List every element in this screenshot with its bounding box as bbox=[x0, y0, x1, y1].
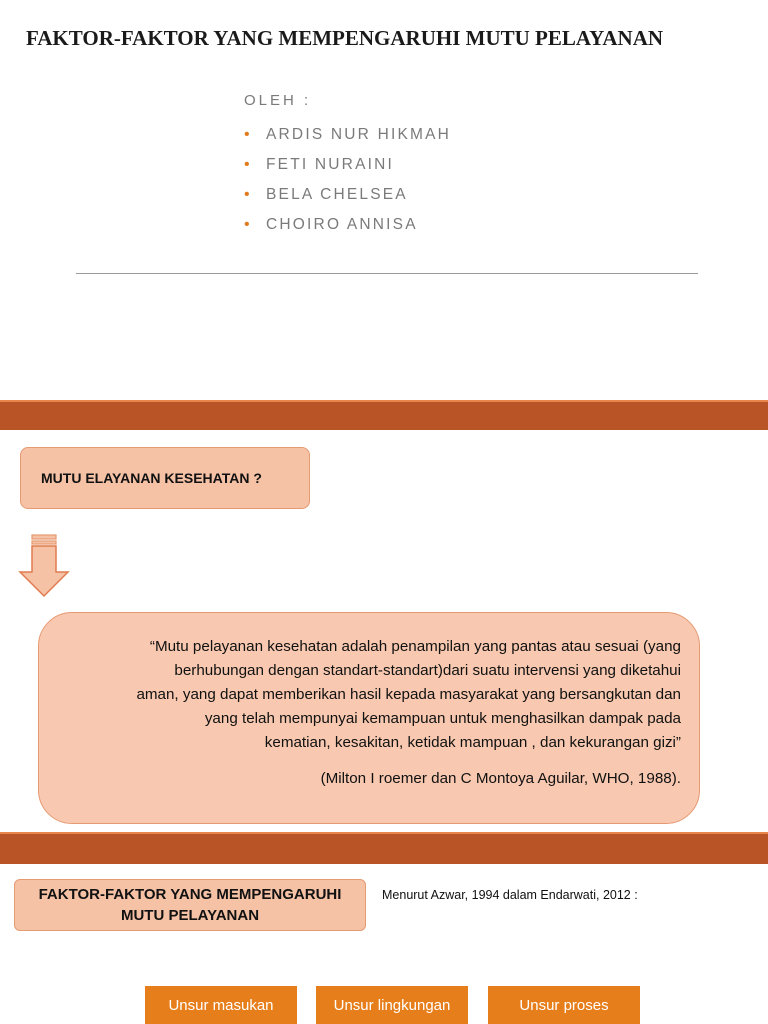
quote-line: kematian, kesakitan, ketidak mampuan , dan kekurangan gizi” bbox=[264, 734, 681, 751]
quote-box bbox=[38, 612, 700, 824]
list-item bbox=[244, 180, 451, 210]
quote-line: aman, yang dapat memberikan hasil kepada masyarakat yang bersangkutan dan bbox=[136, 686, 681, 703]
question-box: MUTU ELAYANAN KESEHATAN ? bbox=[20, 447, 310, 509]
oleh-label: OLEH : bbox=[244, 92, 312, 109]
bullet-icon: • bbox=[244, 186, 250, 203]
bullet-icon: • bbox=[244, 216, 250, 233]
down-arrow-icon bbox=[18, 534, 70, 598]
list-item bbox=[244, 150, 451, 180]
author-list bbox=[244, 120, 451, 240]
bullet-icon: • bbox=[244, 126, 250, 143]
unsur-masukan-button[interactable]: Unsur masukan bbox=[145, 986, 297, 1024]
quote-line: berhubungan dengan standart-standart)dari suatu intervensi yang diketahui bbox=[174, 662, 681, 679]
author-name: ARDIS NUR HIKMAH bbox=[266, 126, 452, 143]
factors-title-line: FAKTOR-FAKTOR YANG MEMPENGARUHI bbox=[38, 886, 342, 903]
list-item bbox=[244, 120, 451, 150]
author-name: FETI NURAINI bbox=[266, 156, 395, 173]
slide1-title: FAKTOR-FAKTOR YANG MEMPENGARUHI MUTU PELAYANAN bbox=[26, 26, 664, 50]
unsur-proses-button[interactable]: Unsur proses bbox=[488, 986, 640, 1024]
quote-line: “Mutu pelayanan kesehatan adalah penampilan yang pantas atau sesuai (yang bbox=[149, 638, 681, 655]
quote-line: yang telah mempunyai kemampuan untuk menghasilkan dampak pada bbox=[204, 710, 681, 727]
factors-title-box bbox=[14, 879, 366, 931]
quote-source: (Milton I roemer dan C Montoya Aguilar, WHO, 1988). bbox=[320, 770, 681, 787]
author-name: CHOIRO ANNISA bbox=[266, 216, 418, 233]
author-name: BELA CHELSEA bbox=[266, 186, 408, 203]
bullet-icon: • bbox=[244, 156, 250, 173]
factors-title-line: MUTU PELAYANAN bbox=[120, 907, 260, 924]
list-item bbox=[244, 210, 451, 240]
divider-line bbox=[76, 273, 698, 274]
unsur-lingkungan-button[interactable]: Unsur lingkungan bbox=[316, 986, 468, 1024]
slide-separator-band bbox=[0, 402, 768, 430]
slide-separator-band bbox=[0, 834, 768, 864]
reference-text: Menurut Azwar, 1994 dalam Endarwati, 2012 : bbox=[382, 888, 638, 902]
